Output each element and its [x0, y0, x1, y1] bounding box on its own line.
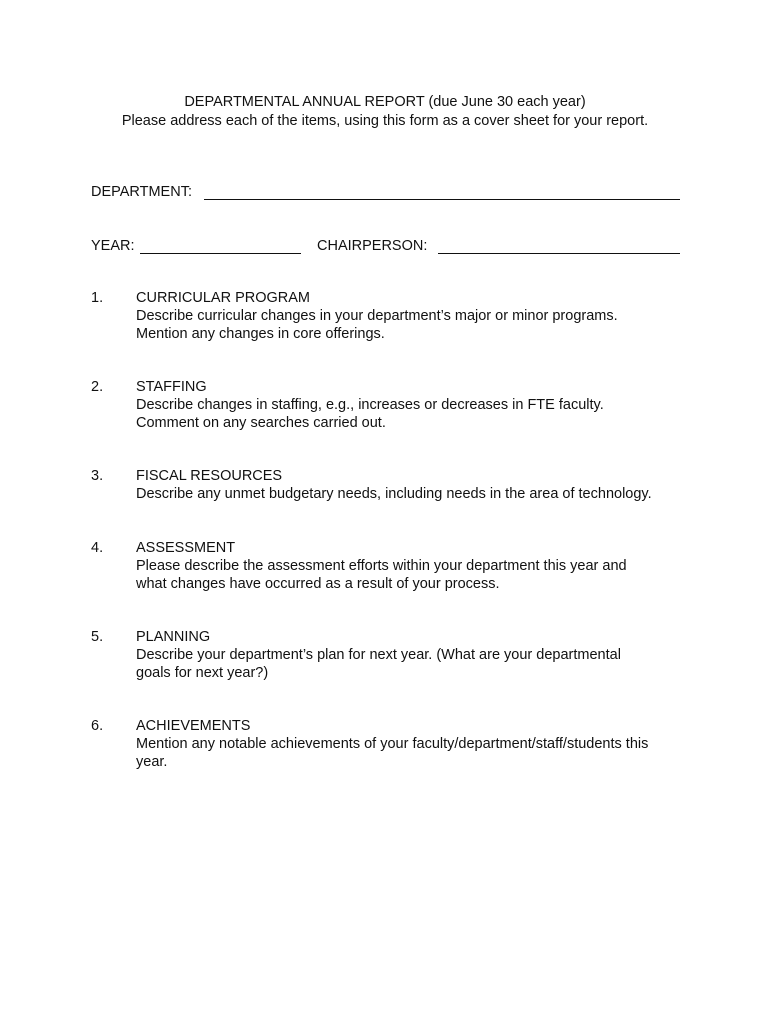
year-label: YEAR:	[91, 238, 135, 254]
item-body	[136, 717, 696, 771]
item-body	[136, 628, 696, 682]
form-subtitle: Please address each of the items, using this form as a cover sheet for your report.	[121, 113, 649, 129]
item-body	[136, 539, 696, 593]
item-body	[136, 378, 696, 432]
year-chair-row	[91, 236, 681, 258]
item-line: Describe changes in staffing, e.g., increases or decreases in FTE faculty.	[136, 397, 604, 413]
chairperson-field[interactable]	[438, 253, 680, 254]
item-line: Describe any unmet budgetary needs, including needs in the area of technology.	[136, 486, 652, 502]
chairperson-label: CHAIRPERSON:	[317, 238, 428, 254]
item-line: what changes have occurred as a result of your process.	[136, 576, 500, 592]
department-row	[91, 182, 681, 204]
item-heading: ACHIEVEMENTS	[136, 718, 251, 734]
item-number: 6.	[91, 718, 104, 734]
item-staffing	[91, 378, 711, 438]
item-heading: ASSESSMENT	[136, 540, 236, 556]
item-number: 4.	[91, 540, 104, 556]
item-number: 2.	[91, 379, 104, 395]
item-line: Mention any changes in core offerings.	[136, 326, 385, 342]
item-number: 5.	[91, 629, 104, 645]
item-body	[136, 467, 696, 503]
item-heading: CURRICULAR PROGRAM	[136, 290, 311, 306]
item-curricular-program	[91, 289, 711, 349]
item-achievements	[91, 717, 711, 777]
item-heading: PLANNING	[136, 629, 211, 645]
item-line: Describe curricular changes in your department’s major or minor programs.	[136, 308, 618, 324]
item-planning	[91, 628, 711, 688]
item-number: 1.	[91, 290, 104, 306]
item-body	[136, 289, 696, 343]
item-heading: FISCAL RESOURCES	[136, 468, 283, 484]
form-title: DEPARTMENTAL ANNUAL REPORT (due June 30 each year)	[184, 94, 586, 110]
item-line: Comment on any searches carried out.	[136, 415, 386, 431]
year-field[interactable]	[140, 253, 301, 254]
item-line: Describe your department’s plan for next year. (What are your departmental	[136, 647, 621, 663]
item-assessment	[91, 539, 711, 599]
department-field[interactable]	[204, 199, 680, 200]
item-line: Please describe the assessment efforts within your department this year and	[136, 558, 627, 574]
item-line: Mention any notable achievements of your faculty/department/staff/students this	[136, 736, 649, 752]
item-line: year.	[136, 754, 168, 770]
item-fiscal-resources	[91, 467, 711, 509]
item-number: 3.	[91, 468, 104, 484]
item-heading: STAFFING	[136, 379, 207, 395]
department-label: DEPARTMENT:	[91, 184, 192, 200]
item-line: goals for next year?)	[136, 665, 269, 681]
